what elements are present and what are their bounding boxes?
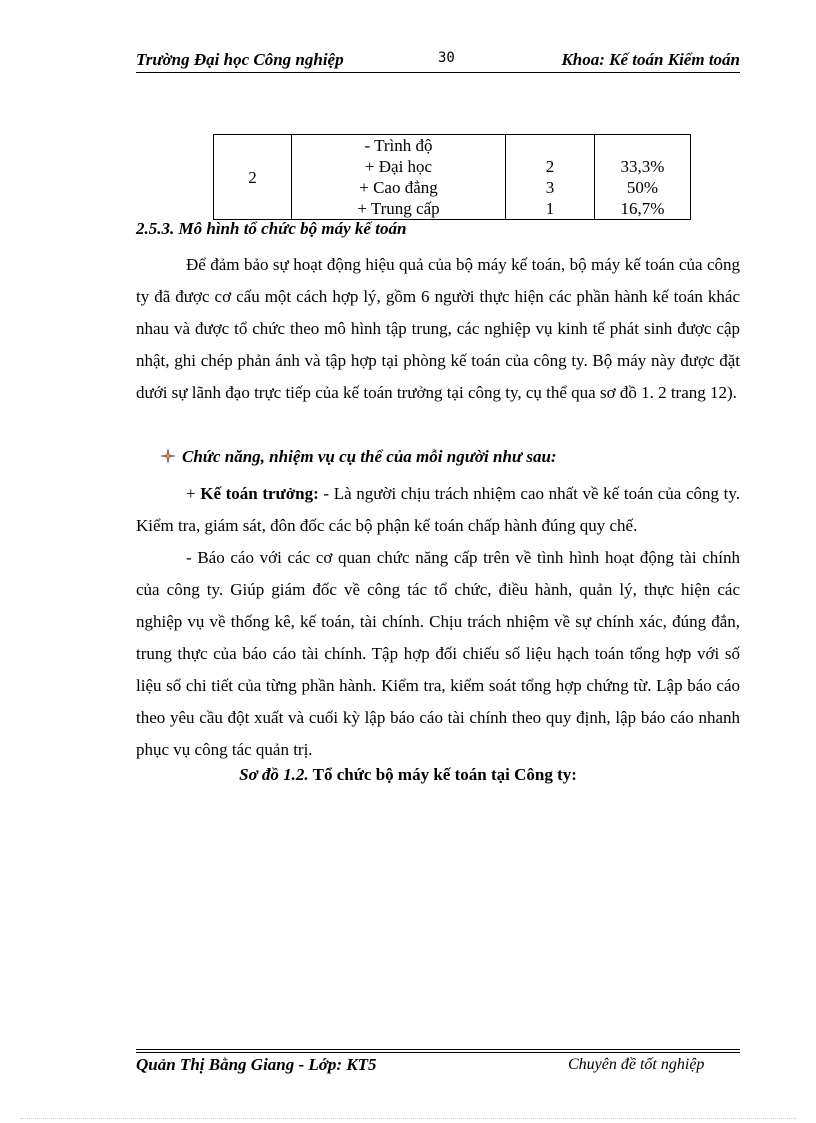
staff-table xyxy=(213,134,691,220)
bullet-heading xyxy=(160,447,557,467)
content-line: + Đại học xyxy=(364,157,433,176)
content-line: + Trung cấp xyxy=(357,199,440,218)
header-faculty: Khoa: Kế toán Kiểm toán xyxy=(561,50,740,69)
percent-line: 50% xyxy=(626,178,659,197)
chief-text: - Là người chịu trách nhiệm cao nhất về kế toán của công ty. Kiểm tra, giám sát, đôn đốc các bộ phận kế toán chấp hành đúng quy chế. xyxy=(136,484,740,535)
count-line: 1 xyxy=(545,199,555,218)
bullet-heading-text: Chức năng, nhiệm vụ cụ thể của mỗi người như sau: xyxy=(182,447,557,466)
page-header xyxy=(136,48,740,74)
footer-rule xyxy=(136,1049,740,1050)
footer-rule xyxy=(136,1052,740,1053)
table-row xyxy=(214,135,691,220)
chief-prefix: + xyxy=(186,484,201,503)
section-title: 2.5.3. Mô hình tổ chức bộ máy kế toán xyxy=(136,219,407,238)
body-paragraph-1 xyxy=(136,249,740,409)
caption-text: Tổ chức bộ máy kế toán tại Công ty: xyxy=(308,765,577,784)
count-line xyxy=(506,135,594,156)
page-edge xyxy=(20,1118,796,1119)
content-line: + Cao đẳng xyxy=(359,178,438,197)
chief-accountant-paragraph xyxy=(136,478,740,542)
star-bullet-icon xyxy=(160,448,176,464)
header-rule xyxy=(136,72,740,73)
header-page-number: 30 xyxy=(438,50,455,66)
table-cell-row-no: 2 xyxy=(214,135,292,220)
content-line: - Trình độ xyxy=(364,136,433,155)
count-line: 2 xyxy=(545,157,555,176)
diagram-caption xyxy=(0,765,816,785)
table-cell-content xyxy=(292,135,506,220)
percent-line: 16,7% xyxy=(620,199,665,218)
count-line: 3 xyxy=(545,178,555,197)
chief-title: Kế toán trưởng: xyxy=(200,484,319,503)
caption-label: Sơ đồ 1.2. xyxy=(239,765,309,784)
percent-line xyxy=(595,135,690,156)
footer-author: Quản Thị Bằng Giang - Lớp: KT5 xyxy=(136,1055,377,1074)
paragraph-text: Để đảm bảo sự hoạt động hiệu quả của bộ máy kế toán, bộ máy kế toán của công ty đã được cơ cấu một cách hợp lý, gồm 6 người thực hiện các phần hành kế toán khác nhau và được tổ chức theo mô hình tập trung, các nghiệp vụ kinh tế phát sinh được cập nhật, ghi chép phản ánh và tập hợp tại phòng kế toán của công ty. Bộ máy này được đặt dưới sự lãnh đạo trực tiếp của kế toán trưởng tại công ty, cụ thể qua sơ đồ 1. 2 trang 12). xyxy=(136,255,740,402)
header-school: Trường Đại học Công nghiệp xyxy=(136,50,344,69)
footer-title: Chuyên đề tốt nghiệp xyxy=(568,1056,705,1073)
chief-accountant-block xyxy=(136,478,740,766)
table-cell-count xyxy=(506,135,595,220)
body-paragraph-2: - Báo cáo với các cơ quan chức năng cấp trên về tình hình hoạt động tài chính của công ty. Giúp giám đốc về công tác tổ chức, điều hành, quản lý, thực hiện các nghiệp vụ về thống kê, kế toán, tài chính. Chịu trách nhiệm về sự chính xác, đúng đắn, trung thực của báo cáo tài chính. Tập hợp đối chiếu số liệu hạch toán tổng hợp với số liệu sổ chi tiết của từng phần hành. Kiểm tra, kiểm soát tổng hợp chứng từ. Lập báo cáo theo yêu cầu đột xuất và cuối kỳ lập báo cáo tài chính theo quy định, lập báo cáo nhanh phục vụ công tác quản trị. xyxy=(136,548,740,759)
percent-line: 33,3% xyxy=(620,157,665,176)
table-cell-percent xyxy=(595,135,691,220)
